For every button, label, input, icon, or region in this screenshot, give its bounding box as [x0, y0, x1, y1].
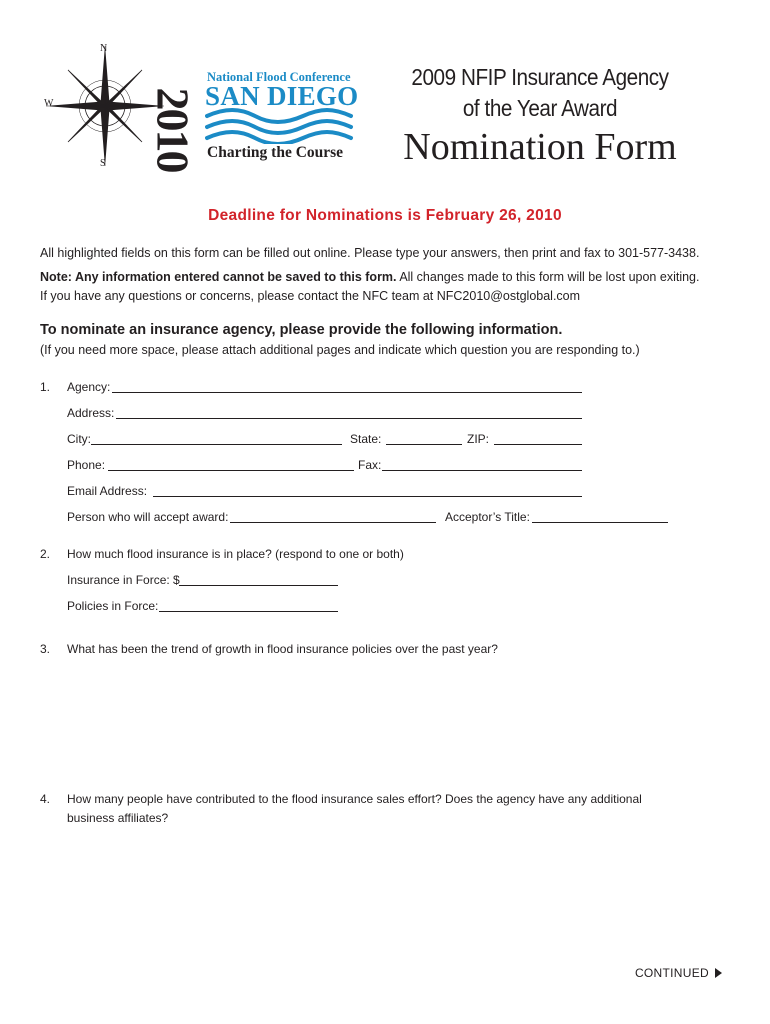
phone-label: Phone:	[67, 458, 106, 472]
policies-force-label: Policies in Force:	[67, 599, 159, 613]
fax-field[interactable]	[382, 470, 582, 471]
state-label: State:	[350, 432, 382, 446]
address-field[interactable]	[116, 418, 582, 419]
question-4-text-line2: business affiliates?	[67, 811, 169, 825]
conference-logo	[40, 38, 359, 178]
note-rest: All changes made to this form will be lost upon exiting.	[396, 270, 700, 284]
question-number-3: 3.	[40, 642, 51, 656]
compass-north-label: N	[100, 43, 108, 54]
fax-label: Fax:	[358, 458, 382, 472]
policies-force-field[interactable]	[159, 611, 338, 612]
award-title-line1: 2009 NFIP Insurance Agency	[411, 64, 669, 90]
arrow-right-icon	[715, 968, 722, 978]
email-field[interactable]	[153, 496, 582, 497]
compass-west-label: W	[44, 98, 54, 109]
logo-city: SAN DIEGO	[205, 81, 359, 111]
question-number-1: 1.	[40, 380, 51, 394]
acceptor-title-field[interactable]	[532, 522, 668, 523]
deadline-notice: Deadline for Nominations is February 26, 2010	[208, 207, 562, 224]
acceptor-field[interactable]	[230, 522, 436, 523]
question-number-2: 2.	[40, 547, 51, 561]
address-label: Address:	[67, 406, 115, 420]
question-number-4: 4.	[40, 792, 51, 806]
question-4-answer-area[interactable]	[67, 832, 707, 952]
insurance-force-field[interactable]	[179, 585, 338, 586]
continued-label: CONTINUED	[634, 966, 709, 980]
acceptor-label: Person who will accept award:	[67, 510, 229, 524]
waves-icon	[205, 108, 355, 144]
city-field[interactable]	[91, 444, 342, 445]
insurance-force-label: Insurance in Force: $	[67, 573, 180, 587]
continued-indicator	[635, 966, 722, 980]
logo-conference-name: National Flood Conference	[207, 70, 351, 84]
city-label: City:	[67, 432, 91, 446]
acceptor-title-label: Acceptor’s Title:	[445, 510, 530, 524]
email-label: Email Address:	[67, 484, 148, 498]
agency-field[interactable]	[112, 392, 582, 393]
logo-year: 2010	[147, 87, 199, 172]
state-field[interactable]	[386, 444, 462, 445]
section-heading: To nominate an insurance agency, please provide the following information.	[40, 322, 563, 338]
question-4-text-line1: How many people have contributed to the flood insurance sales effort? Does the agency have any additional	[67, 792, 642, 806]
intro-instructions: All highlighted fields on this form can be filled out online. Please type your answers, then print and fax to 301-577-3438.	[40, 246, 700, 260]
phone-field[interactable]	[108, 470, 354, 471]
logo-tagline: Charting the Course	[207, 144, 344, 161]
compass-south-label: S	[100, 158, 106, 169]
question-3-answer-area[interactable]	[67, 662, 707, 782]
question-2-text: How much flood insurance is in place? (respond to one or both)	[67, 547, 404, 561]
award-title-line2: of the Year Award	[462, 95, 618, 121]
zip-label: ZIP:	[467, 432, 490, 446]
agency-label: Agency:	[67, 380, 111, 394]
note-bold: Note: Any information entered cannot be saved to this form.	[40, 270, 397, 284]
zip-field[interactable]	[494, 444, 582, 445]
question-3-text: What has been the trend of growth in flood insurance policies over the past year?	[67, 642, 498, 656]
section-subheading: (If you need more space, please attach additional pages and indicate which question you are responding to.)	[40, 343, 640, 357]
intro-contact: If you have any questions or concerns, please contact the NFC team at NFC2010@ostglobal.com	[40, 289, 581, 303]
form-title: Nomination Form	[403, 126, 677, 168]
intro-note	[40, 270, 699, 284]
